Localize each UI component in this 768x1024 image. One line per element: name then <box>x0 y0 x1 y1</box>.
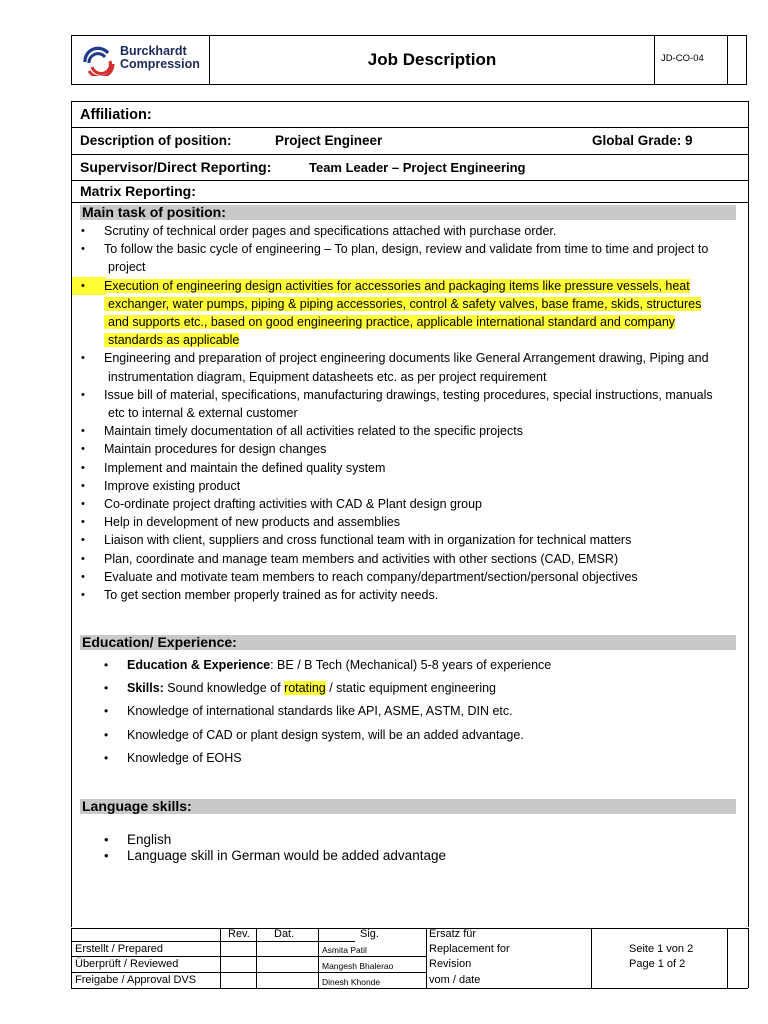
burckhardt-swirl-logo <box>82 44 116 76</box>
job-description-body <box>71 101 749 927</box>
list-item: • Maintain procedures for design changes <box>72 440 742 458</box>
matrix-reporting-label: Matrix Reporting: <box>80 183 196 199</box>
document-header <box>71 35 747 85</box>
education-heading: Education/ Experience: <box>80 635 736 650</box>
replacement-label-de: Ersatz für <box>429 928 477 940</box>
global-grade: Global Grade: 9 <box>592 133 693 148</box>
list-item: • Knowledge of international standards like API, ASME, ASTM, DIN etc. <box>72 703 742 726</box>
supervisor-value: Team Leader – Project Engineering <box>309 160 526 175</box>
supervisor-label: Supervisor/Direct Reporting: <box>80 159 272 175</box>
list-item: • To follow the basic cycle of engineering – To plan, design, review and validate from time to time and project to project <box>72 240 742 276</box>
language-list <box>72 832 742 864</box>
page-title: Job Description <box>367 50 497 69</box>
list-item: • Evaluate and motivate team members to reach company/department/section/personal objectives <box>72 568 742 586</box>
language-heading: Language skills: <box>80 799 736 814</box>
page-number-en: Page 1 of 2 <box>629 958 686 970</box>
list-item: • Implement and maintain the defined quality system <box>72 459 742 477</box>
reviewed-signature: Mangesh Bhalerao <box>322 961 394 971</box>
list-item: • Issue bill of material, specifications, manufacturing drawings, testing procedures, special instructions, manuals etc to internal & external customer <box>72 386 742 422</box>
approval-signature: Dinesh Khonde <box>322 977 381 987</box>
main-task-list <box>72 222 742 604</box>
position-value: Project Engineer <box>275 133 383 148</box>
document-code: JD-CO-04 <box>661 53 704 64</box>
page-number-de: Seite 1 von 2 <box>629 943 694 955</box>
position-label: Description of position: <box>80 133 232 148</box>
list-item: • Scrutiny of technical order pages and specifications attached with purchase order. <box>72 222 742 240</box>
date-label: vom / date <box>429 974 481 986</box>
list-item: • Knowledge of EOHS <box>72 750 742 773</box>
approval-label: Freigabe / Approval DVS <box>75 974 197 986</box>
list-item: • Language skill in German would be added advantage <box>72 848 742 864</box>
revision-label: Revision <box>429 958 472 970</box>
list-item: • Co-ordinate project drafting activities with CAD & Plant design group <box>72 495 742 513</box>
list-item: • Knowledge of CAD or plant design system, will be an added advantage. <box>72 727 742 750</box>
list-item: • Execution of engineering design activities for accessories and packaging items like pressure vessels, heat exchanger, water pumps, piping & piping accessories, control & safety valves, base frame, skids, structures and supports etc., based on good engineering practice, applicable international standard and company standards as applicable <box>72 277 742 350</box>
rev-header: Rev. <box>228 928 250 940</box>
list-item: • Help in development of new products and assemblies <box>72 513 742 531</box>
date-header: Dat. <box>274 928 295 940</box>
prepared-label: Erstellt / Prepared <box>75 943 164 955</box>
prepared-signature: Asmita Patil <box>322 945 367 955</box>
list-item: • Plan, coordinate and manage team members and activities with other sections (CAD, EMSR) <box>72 550 742 568</box>
affiliation-label: Affiliation: <box>80 107 152 123</box>
replacement-label-en: Replacement for <box>429 943 510 955</box>
approval-footer <box>71 928 749 988</box>
education-list <box>72 657 742 773</box>
main-task-heading: Main task of position: <box>80 205 736 220</box>
list-item: • Education & Experience: BE / B Tech (Mechanical) 5-8 years of experience <box>72 657 742 680</box>
signature-header: Sig. <box>360 928 379 940</box>
list-item: • To get section member properly trained as for activity needs. <box>72 586 742 604</box>
reviewed-label: Überprüft / Reviewed <box>75 958 179 970</box>
list-item: • Liaison with client, suppliers and cross functional team with in organization for technical matters <box>72 531 742 549</box>
company-name: Burckhardt Compression <box>120 44 200 71</box>
list-item: • English <box>72 832 742 848</box>
list-item: • Improve existing product <box>72 477 742 495</box>
list-item: • Engineering and preparation of project engineering documents like General Arrangement drawing, Piping and instrumentation diagram, Equipment datasheets etc. as per project requirement <box>72 349 742 385</box>
list-item: • Maintain timely documentation of all activities related to the specific projects <box>72 422 742 440</box>
list-item: • Skills: Sound knowledge of rotating / static equipment engineering <box>72 680 742 703</box>
